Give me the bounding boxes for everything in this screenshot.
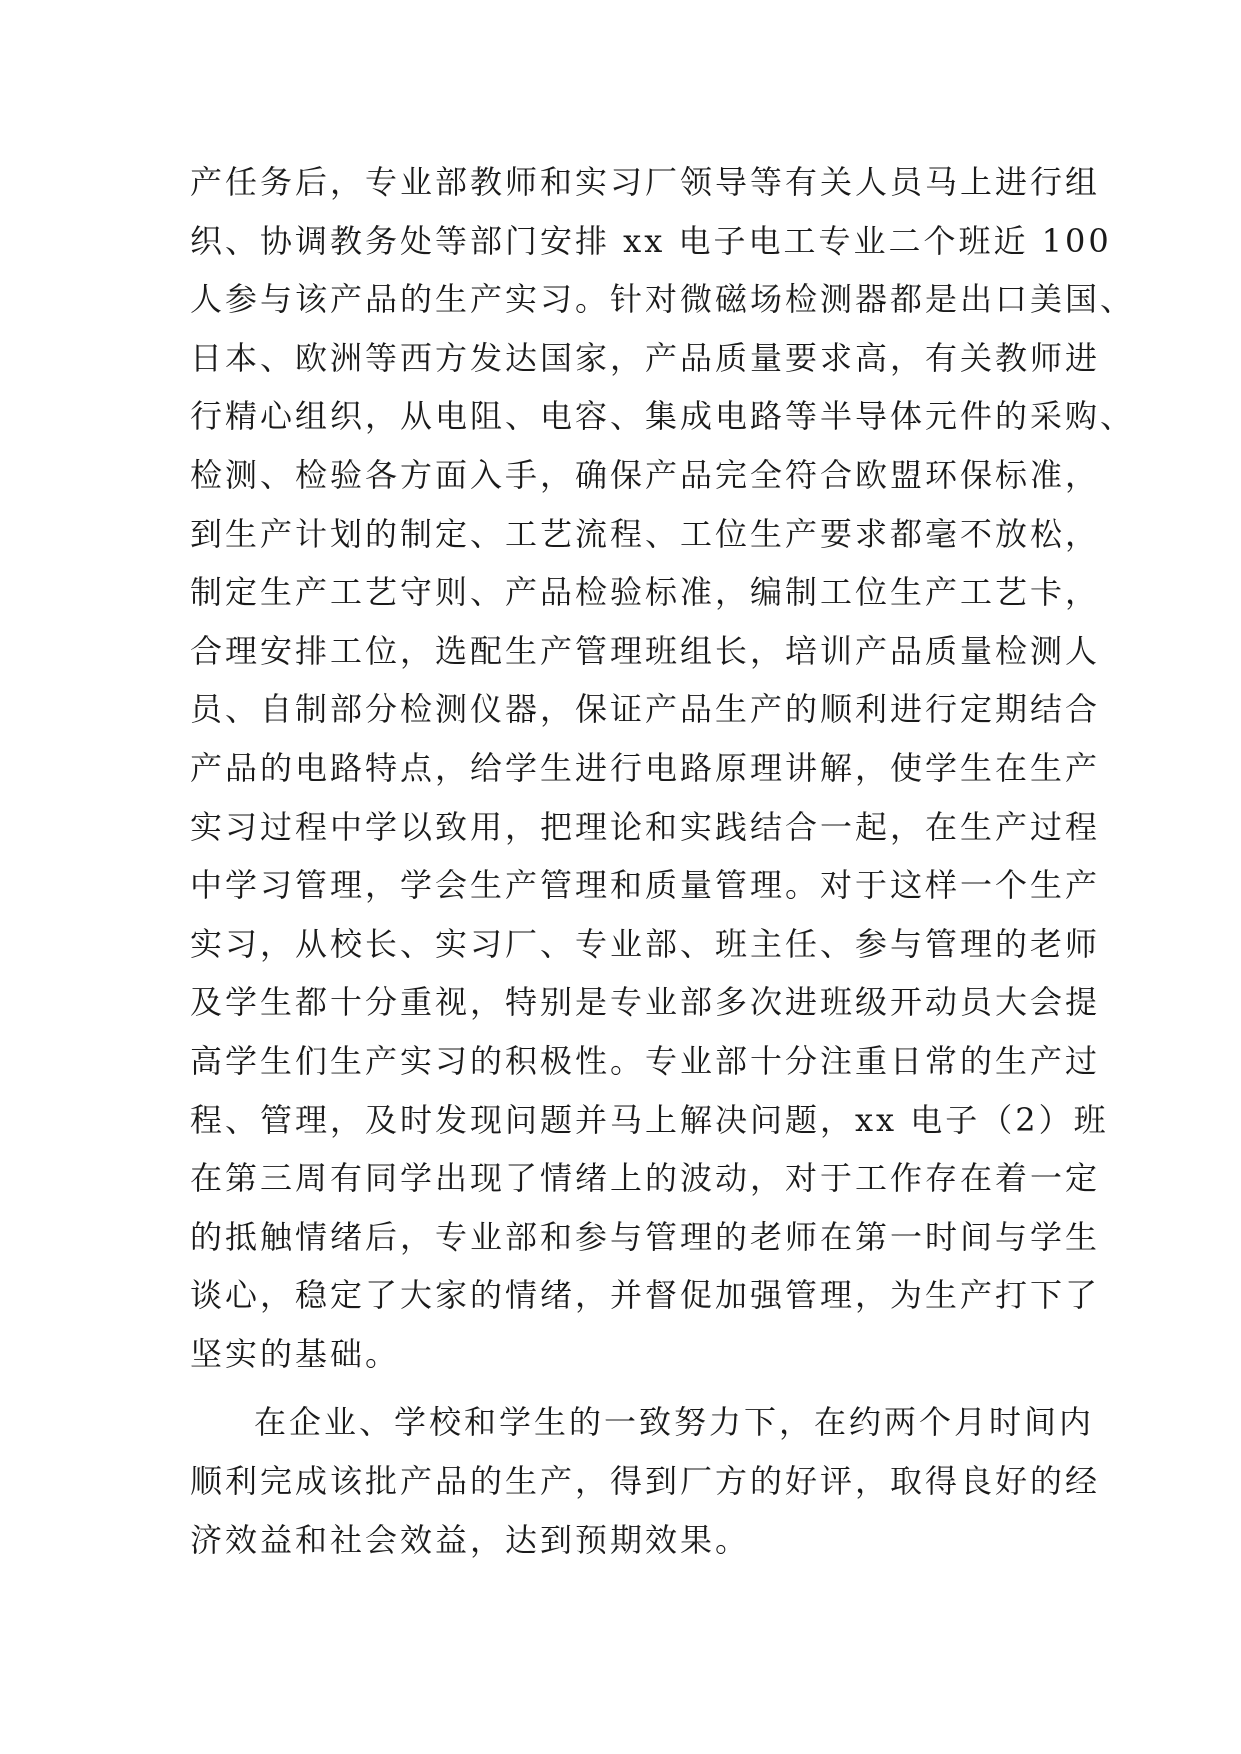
text-line: 济效益和社会效益，达到预期效果。 (190, 1520, 751, 1559)
text-line: 在第三周有同学出现了情绪上的波动，对于工作存在着一定 (190, 1159, 1101, 1198)
text-line: 程、管理，及时发现问题并马上解决问题，xx 电子（2）班 (190, 1100, 1109, 1139)
text-line: 实习过程中学以致用，把理论和实践结合一起，在生产过程 (190, 807, 1101, 846)
text-line: 织、协调教务处等部门安排 xx 电子电工专业二个班近 100 (190, 221, 1112, 260)
text-line: 实习，从校长、实习厂、专业部、班主任、参与管理的老师 (190, 924, 1101, 963)
text-line: 人参与该产品的生产实习。针对微磁场检测器都是出口美国、 (190, 280, 1136, 319)
paragraph-2 (190, 1393, 1101, 1569)
text-line: 检测、检验各方面入手，确保产品完全符合欧盟环保标准， (190, 455, 1101, 494)
text-line: 及学生都十分重视，特别是专业部多次进班级开动员大会提 (190, 983, 1101, 1022)
text-line: 制定生产工艺守则、产品检验标准，编制工位生产工艺卡， (190, 573, 1101, 612)
text-line: 产任务后，专业部教师和实习厂领导等有关人员马上进行组 (190, 163, 1101, 201)
text-line: 行精心组织，从电阻、电容、集成电路等半导体元件的采购、 (190, 397, 1136, 436)
text-line: 日本、欧洲等西方发达国家，产品质量要求高，有关教师进 (190, 338, 1101, 377)
paragraph-gap (190, 1383, 1090, 1393)
text-line: 员、自制部分检测仪器，保证产品生产的顺利进行定期结合 (190, 690, 1101, 729)
text-line: 在企业、学校和学生的一致努力下，在约两个月时间内 (254, 1403, 1095, 1442)
text-line: 到生产计划的制定、工艺流程、工位生产要求都毫不放松， (190, 514, 1101, 553)
text-line: 顺利完成该批产品的生产，得到厂方的好评，取得良好的经 (190, 1462, 1101, 1501)
document-body (190, 153, 1136, 1569)
text-line: 高学生们生产实习的积极性。专业部十分注重日常的生产过 (190, 1041, 1101, 1080)
text-line: 中学习管理，学会生产管理和质量管理。对于这样一个生产 (190, 866, 1101, 905)
text-line: 产品的电路特点，给学生进行电路原理讲解，使学生在生产 (190, 748, 1101, 787)
text-line: 谈心，稳定了大家的情绪，并督促加强管理，为生产打下了 (190, 1276, 1101, 1315)
text-line: 合理安排工位，选配生产管理班组长，培训产品质量检测人 (190, 631, 1101, 670)
paragraph-1 (190, 153, 1136, 1383)
text-line: 的抵触情绪后，专业部和参与管理的老师在第一时间与学生 (190, 1217, 1101, 1256)
text-line: 坚实的基础。 (190, 1334, 401, 1373)
